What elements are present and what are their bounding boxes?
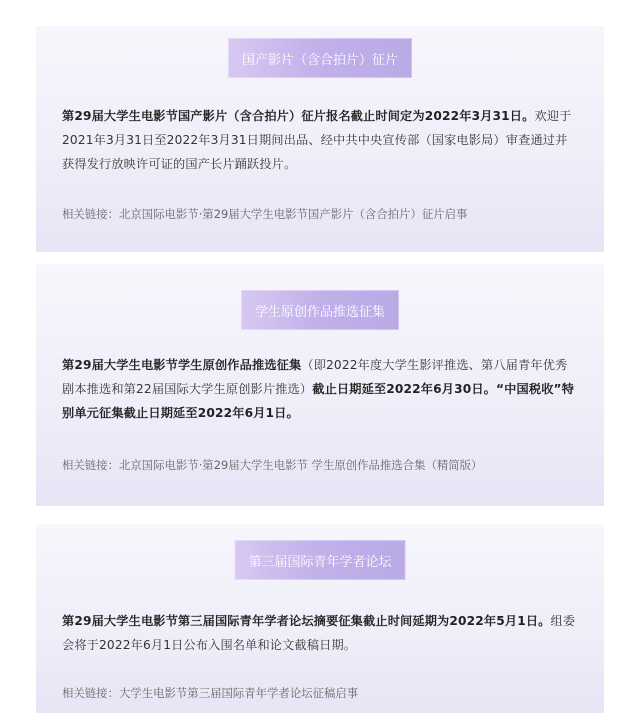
section-title: 第三届国际青年学者论坛 <box>248 554 392 570</box>
section-body-bold: 第29届大学生电影节国产影片（含合拍片）征片报名截止时间定为2022年3月31日。 <box>62 109 535 123</box>
section-card-student-works <box>36 264 604 506</box>
section-body-bold: 第29届大学生电影节学生原创作品推选征集 <box>62 358 302 372</box>
section-body <box>62 104 578 176</box>
section-body-mid: （即2022年度大学生影评推选、第八届青年优秀剧本推选和第22届国际大学生原创影片推选） <box>62 358 568 396</box>
section-title-badge <box>228 38 412 78</box>
section-body <box>62 353 578 425</box>
section-body-bold-2: 截止日期延至2022年6月30日。“中国税收”特别单元征集截止日期延至2022年6月1日。 <box>62 382 575 420</box>
section-body <box>62 609 578 657</box>
related-link[interactable]: 相关链接：北京国际电影节·第29届大学生电影节 学生原创作品推选合集（精简版） <box>62 458 483 472</box>
related-link[interactable]: 相关链接：大学生电影节第三届国际青年学者论坛征稿启事 <box>62 686 359 700</box>
section-card-young-scholars <box>36 524 604 713</box>
section-body-bold: 第29届大学生电影节第三届国际青年学者论坛摘要征集截止时间延期为2022年5月1日。 <box>62 614 551 628</box>
section-title: 学生原创作品推选征集 <box>254 304 386 320</box>
section-body-rest: 组委会将于2022年6月1日公布入围名单和论文截稿日期。 <box>62 614 576 652</box>
related-link[interactable]: 相关链接：北京国际电影节·第29届大学生电影节国产影片（含合拍片）征片启事 <box>62 207 468 221</box>
section-title: 国产影片（含合拍片）征片 <box>241 52 399 68</box>
section-title-badge <box>234 540 405 580</box>
section-title-badge <box>241 290 399 330</box>
section-card-domestic-films <box>36 26 604 252</box>
section-body-rest: 欢迎于2021年3月31日至2022年3月31日期间出品、经中共中央宣传部（国家电影局）审查通过并获得发行放映许可证的国产长片踊跃投片。 <box>62 109 572 171</box>
